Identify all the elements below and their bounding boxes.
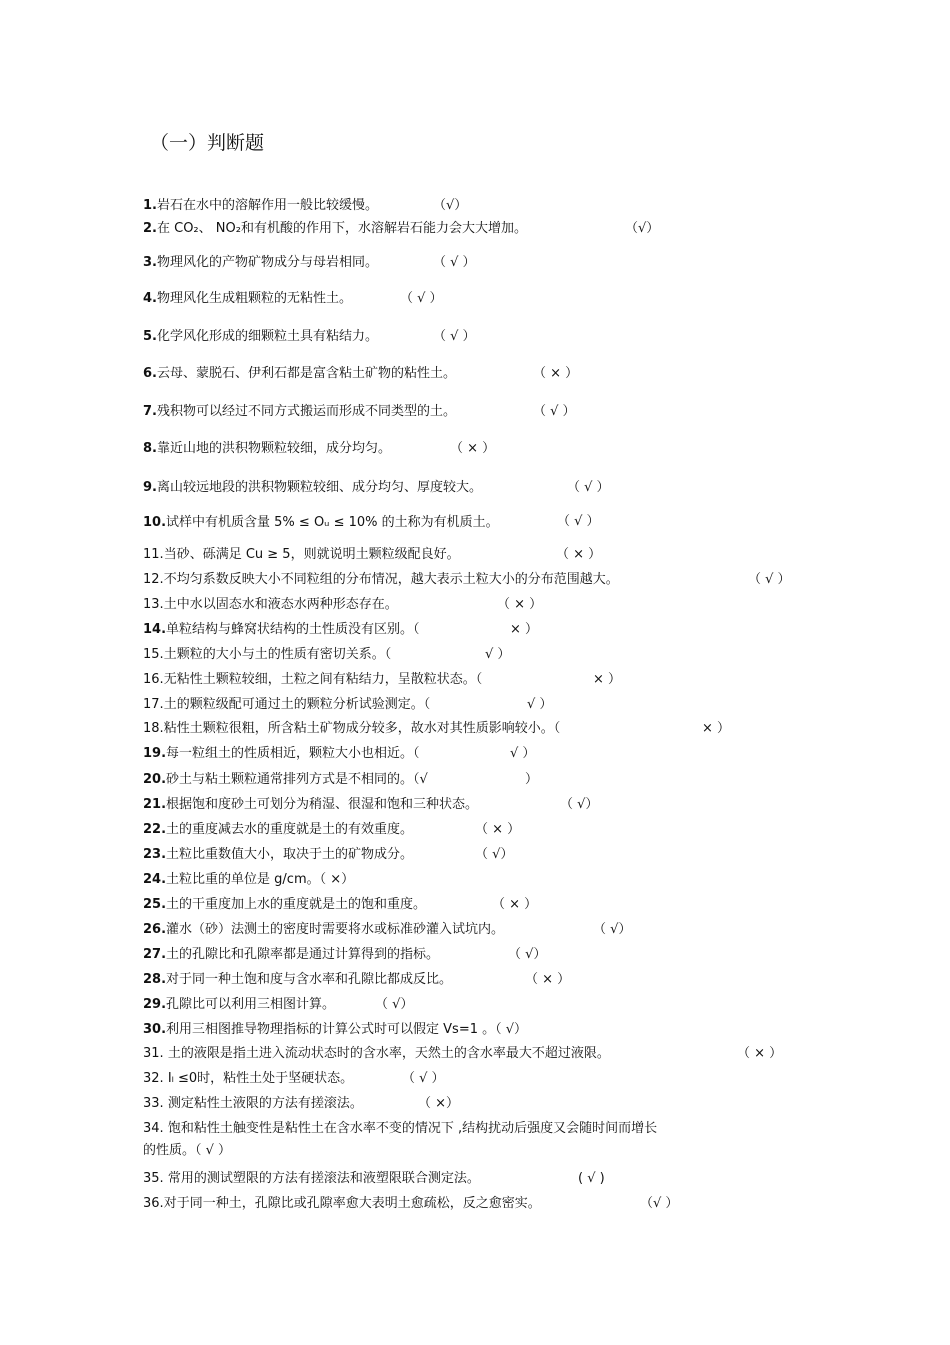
answer-19: √ ） — [510, 746, 536, 761]
question-text: 单粒结构与蜂窝状结构的土性质没有区别。（ — [166, 622, 420, 637]
answer-33: （ ×） — [418, 1096, 460, 1111]
question-19 — [143, 745, 420, 763]
question-text: 当砂、砾满足 Cu ≥ 5，则就说明土颗粒级配良好。 — [163, 547, 460, 562]
answer-29: （ √） — [375, 997, 414, 1012]
question-23 — [143, 846, 413, 864]
question-number: 30. — [143, 1022, 167, 1037]
question-10 — [143, 514, 499, 532]
question-number: 29. — [143, 997, 167, 1012]
question-number: 28. — [143, 972, 167, 987]
question-number: 3. — [143, 255, 157, 270]
question-number: 16. — [143, 672, 164, 687]
question-number: 35. — [143, 1171, 164, 1186]
question-number: 36. — [143, 1196, 164, 1211]
question-number: 11. — [143, 547, 164, 562]
question-5 — [143, 328, 378, 346]
question-20 — [143, 771, 428, 789]
question-27 — [143, 946, 439, 964]
question-text: 土的重度减去水的重度就是土的有效重度。 — [166, 822, 414, 837]
answer-25: （ × ） — [492, 897, 538, 912]
question-number: 21. — [143, 797, 167, 812]
answer-11: （ × ） — [556, 547, 602, 562]
answer-6: （ × ） — [533, 366, 579, 381]
question-13 — [143, 596, 398, 614]
question-6 — [143, 365, 456, 383]
question-text: 孔隙比可以利用三相图计算。 — [166, 997, 336, 1012]
question-number: 14. — [143, 622, 167, 637]
question-number: 23. — [143, 847, 167, 862]
answer-5: （ √ ） — [433, 329, 476, 344]
question-text: 土颗粒的大小与土的性质有密切关系。（ — [163, 647, 392, 662]
section-title: （一）判断题 — [150, 132, 265, 154]
answer-32: （ √ ） — [402, 1071, 445, 1086]
question-text: 对于同一种土饱和度与含水率和孔隙比都成反比。 — [166, 972, 453, 987]
answer-16: × ） — [593, 672, 622, 687]
question-text: 砂土与粘土颗粒通常排列方式是不相同的。（√ — [166, 772, 428, 787]
answer-1: （√） — [433, 198, 468, 213]
question-text: 在 CO₂、 NO₂和有机酸的作用下，水溶解岩石能力会大大增加。 — [156, 221, 527, 236]
question-18 — [143, 720, 560, 738]
question-1 — [143, 197, 378, 215]
question-number: 12. — [143, 572, 164, 587]
question-28 — [143, 971, 452, 989]
question-25 — [143, 896, 426, 914]
question-number: 25. — [143, 897, 167, 912]
question-8 — [143, 440, 391, 458]
question-number: 31. — [143, 1046, 164, 1061]
question-number: 6. — [143, 366, 157, 381]
answer-36: （√ ） — [640, 1196, 679, 1211]
question-7 — [143, 403, 456, 421]
question-text: 土粒比重数值大小，取决于土的矿物成分。 — [166, 847, 414, 862]
answer-10: （ √ ） — [557, 514, 600, 529]
question-number: 8. — [143, 441, 157, 456]
question-9 — [143, 479, 482, 497]
question-text: 测定粘性土液限的方法有搓滚法。 — [163, 1096, 363, 1111]
question-text: 对于同一种土，孔隙比或孔隙率愈大表明土愈疏松，反之愈密实。 — [163, 1196, 541, 1211]
question-text: 粘性土颗粒很粗，所含粘土矿物成分较多，故水对其性质影响较小。（ — [163, 721, 561, 736]
question-number: 20. — [143, 772, 167, 787]
question-text: 土中水以固态水和液态水两种形态存在。 — [163, 597, 398, 612]
question-34 — [143, 1120, 657, 1138]
question-number: 19. — [143, 746, 167, 761]
answer-8: （ × ） — [450, 441, 496, 456]
answer-31: （ × ） — [737, 1046, 783, 1061]
question-22 — [143, 821, 413, 839]
question-text: 灌水（砂）法测土的密度时需要将水或标准砂灌入试坑内。 — [166, 922, 505, 937]
question-number: 9. — [143, 480, 157, 495]
question-29 — [143, 996, 335, 1014]
question-number: 34. — [143, 1121, 164, 1136]
question-text: 饱和粘性土触变性是粘性土在含水率不变的情况下 ,结构扰动后强度又会随时间而增长 — [163, 1121, 658, 1136]
question-text: 土的干重度加上水的重度就是土的饱和重度。 — [166, 897, 427, 912]
answer-14: × ） — [510, 622, 539, 637]
answer-7: （ √ ） — [533, 404, 576, 419]
question-14 — [143, 621, 420, 639]
question-text: 土的孔隙比和孔隙率都是通过计算得到的指标。 — [166, 947, 440, 962]
question-12 — [143, 571, 619, 589]
question-number: 10. — [143, 515, 167, 530]
question-15 — [143, 646, 391, 664]
answer-28: （ × ） — [525, 972, 571, 987]
answer-23: （ √） — [475, 847, 514, 862]
question-text: 土的液限是指土进入流动状态时的含水率，天然土的含水率最大不超过液限。 — [163, 1046, 610, 1061]
question-2 — [143, 220, 527, 238]
answer-2: （√） — [625, 221, 660, 236]
question-text: 靠近山地的洪积物颗粒较细，成分均匀。 — [156, 441, 391, 456]
question-number: 2. — [143, 221, 157, 236]
answer-18: × ） — [702, 721, 731, 736]
question-16 — [143, 671, 482, 689]
question-text: 土的颗粒级配可通过土的颗粒分析试验测定。（ — [163, 697, 431, 712]
question-number: 13. — [143, 597, 164, 612]
question-text: 利用三相图推导物理指标的计算公式时可以假定 Vs=1 。（ √） — [166, 1022, 528, 1037]
question-text: 不均匀系数反映大小不同粒组的分布情况，越大表示土粒大小的分布范围越大。 — [163, 572, 619, 587]
question-text: 物理风化的产物矿物成分与母岩相同。 — [156, 255, 378, 270]
question-number: 26. — [143, 922, 167, 937]
answer-4: （ √ ） — [400, 291, 443, 306]
question-number: 5. — [143, 329, 157, 344]
answer-3: （ √ ） — [433, 255, 476, 270]
question-text: 每一粒组土的性质相近，颗粒大小也相近。（ — [166, 746, 420, 761]
answer-27: （ √） — [508, 947, 547, 962]
question-text: 残积物可以经过不同方式搬运而形成不同类型的土。 — [156, 404, 456, 419]
question-30 — [143, 1021, 527, 1039]
question-text: 物理风化生成粗颗粒的无粘性土。 — [156, 291, 352, 306]
question-11 — [143, 546, 460, 564]
question-number: 24. — [143, 872, 167, 887]
question-17 — [143, 696, 430, 714]
question-text: 试样中有机质含量 5% ≤ Oᵤ ≤ 10% 的土称为有机质土。 — [166, 515, 499, 530]
question-number: 4. — [143, 291, 157, 306]
question-number: 27. — [143, 947, 167, 962]
question-number: 18. — [143, 721, 164, 736]
question-33 — [143, 1095, 363, 1113]
question-31 — [143, 1045, 610, 1063]
question-text: 根据饱和度砂土可划分为稍湿、很湿和饱和三种状态。 — [166, 797, 479, 812]
question-34-continuation: 的性质。（ √ ） — [143, 1143, 232, 1158]
answer-21: （ √） — [560, 797, 599, 812]
answer-15: √ ） — [485, 647, 511, 662]
question-number: 32. — [143, 1071, 164, 1086]
answer-22: （ × ） — [475, 822, 521, 837]
question-text: 土粒比重的单位是 g/cm。（ ×） — [166, 872, 355, 887]
question-text: 云母、蒙脱石、伊利石都是富含粘土矿物的粘性土。 — [156, 366, 456, 381]
question-text: 常用的测试塑限的方法有搓滚法和液塑限联合测定法。 — [163, 1171, 480, 1186]
question-number: 7. — [143, 404, 157, 419]
question-26 — [143, 921, 504, 939]
question-number: 1. — [143, 198, 157, 213]
question-text: Iₗ ≤0时，粘性土处于坚硬状态。 — [163, 1071, 354, 1086]
question-number: 33. — [143, 1096, 164, 1111]
answer-17: √ ） — [527, 697, 553, 712]
question-number: 15. — [143, 647, 164, 662]
question-3 — [143, 254, 378, 272]
answer-13: （ × ） — [497, 597, 543, 612]
question-35 — [143, 1170, 480, 1188]
question-36 — [143, 1195, 541, 1213]
question-text: 化学风化形成的细颗粒土具有粘结力。 — [156, 329, 378, 344]
question-text: 离山较远地段的洪积物颗粒较细、成分均匀、厚度较大。 — [156, 480, 482, 495]
answer-9: （ √ ） — [567, 480, 610, 495]
answer-20: ） — [525, 772, 539, 787]
question-32 — [143, 1070, 353, 1088]
question-24 — [143, 871, 354, 889]
question-text: 无粘性土颗粒较细，土粒之间有粘结力，呈散粒状态。（ — [163, 672, 483, 687]
question-text: 岩石在水中的溶解作用一般比较缓慢。 — [156, 198, 378, 213]
answer-12: （ √ ） — [748, 572, 791, 587]
question-number: 17. — [143, 697, 164, 712]
answer-35: ( √ ) — [578, 1171, 605, 1186]
question-21 — [143, 796, 478, 814]
question-4 — [143, 290, 352, 308]
answer-26: （ √） — [593, 922, 632, 937]
question-number: 22. — [143, 822, 167, 837]
